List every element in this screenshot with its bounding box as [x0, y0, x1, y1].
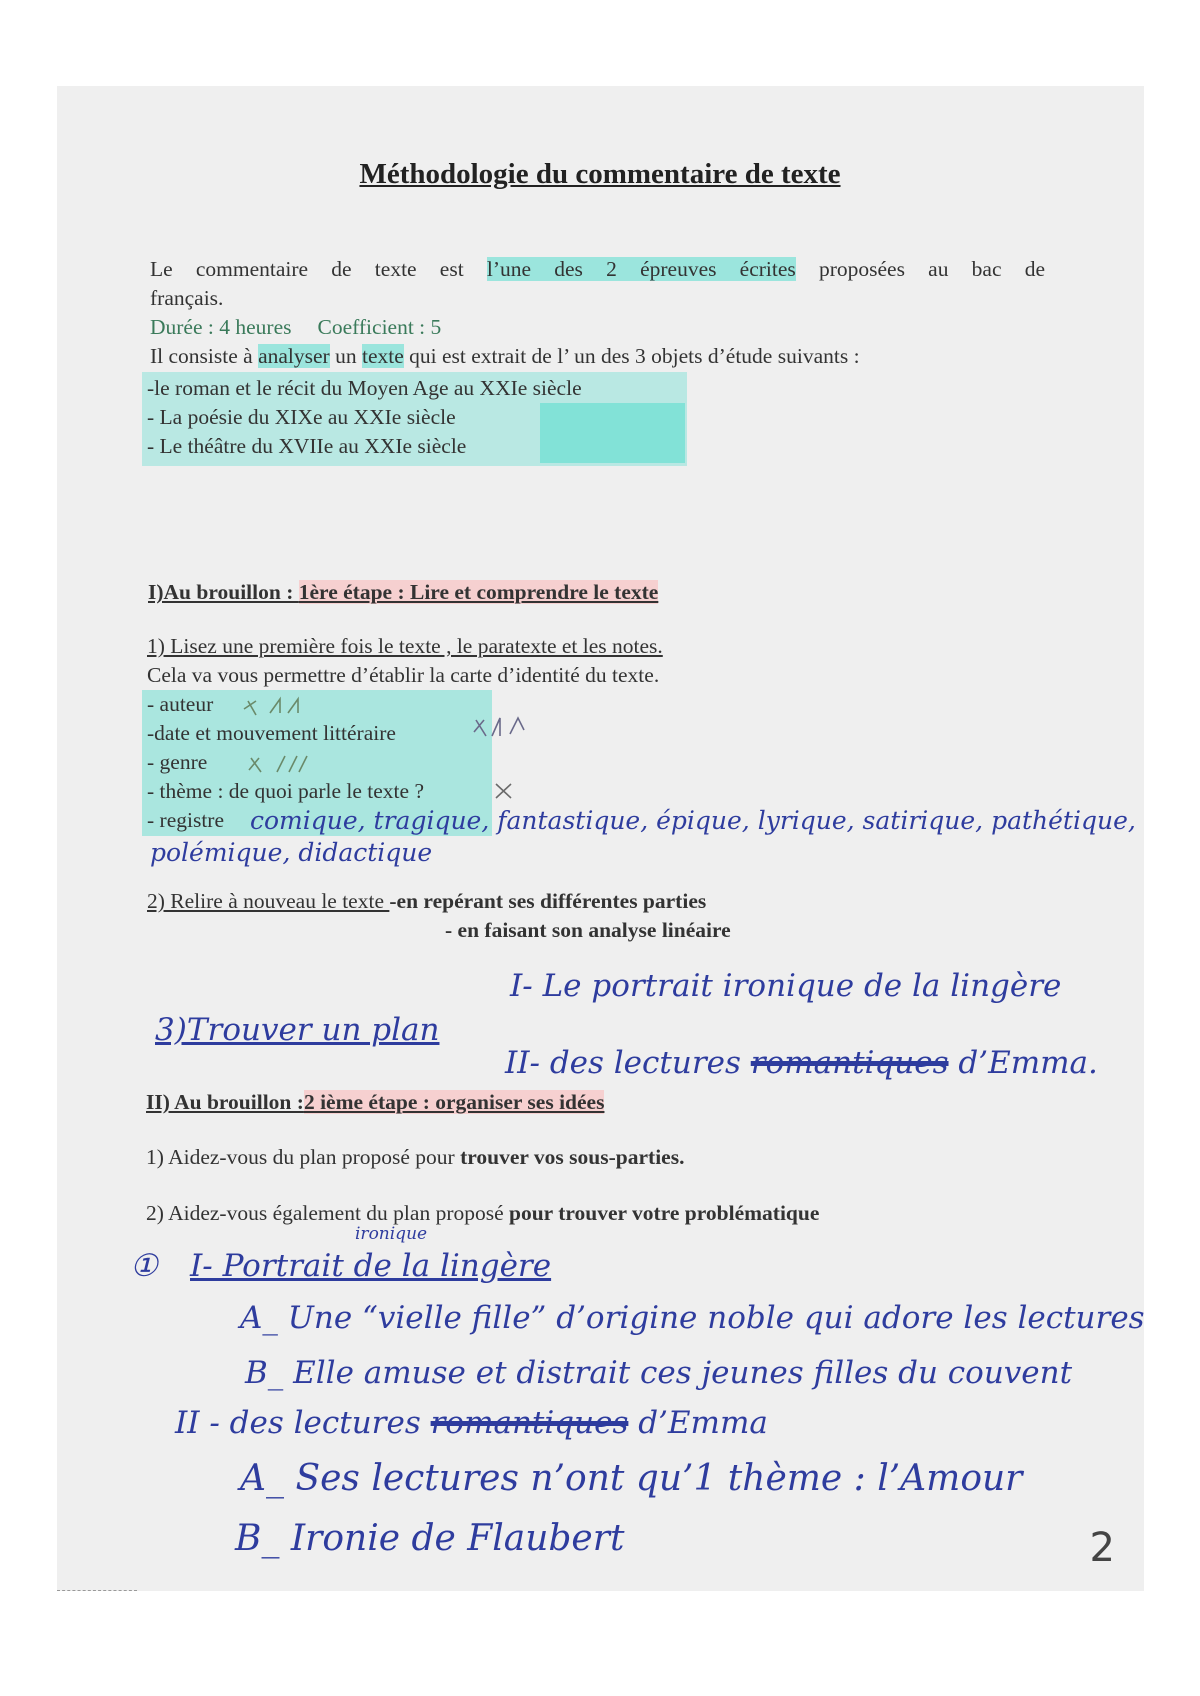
hand-plan-2-a: II- des lectures: [505, 1045, 741, 1081]
objet-theatre: - Le théâtre du XVIIe au XXIe siècle: [147, 434, 467, 458]
check-marks-genre: [245, 752, 315, 776]
hand-plan-II: [175, 1405, 768, 1441]
coefficient: Coefficient : 5: [317, 315, 442, 339]
intro-text-end: proposées au bac de: [795, 257, 1045, 281]
section2-p1: [146, 1143, 684, 1172]
intro-line-1: [150, 255, 1045, 284]
hand-plan-IB: B_ Elle amuse et distrait ces jeunes filles du couvent: [245, 1355, 1073, 1391]
page-number: 2: [1089, 1525, 1115, 1571]
step2-parties: -en repérant ses différentes parties: [389, 889, 707, 913]
page-edge-line: [57, 1590, 137, 1591]
step2-line2: - en faisant son analyse linéaire: [445, 918, 731, 942]
hand-plan-II-b: d’Emma: [638, 1405, 768, 1441]
hand-trouver-plan: 3)Trouver un plan: [155, 1012, 440, 1048]
check-mark-theme: [493, 780, 515, 802]
section2-p2: [146, 1199, 819, 1228]
item-auteur: - auteur: [147, 692, 214, 716]
step2-relire: 2) Relire à nouveau le texte: [147, 889, 390, 913]
objet-poesie: - La poésie du XIXe au XXIe siècle: [147, 405, 456, 429]
section1-heading: [148, 578, 658, 607]
hand-plan-2: [505, 1045, 1098, 1081]
carte-identite: Cela va vous permettre d’établir la carte d’identité du texte.: [147, 663, 660, 687]
section2-heading-a: II) Au brouillon :: [146, 1090, 304, 1114]
section1-heading-a: I)Au brouillon :: [148, 580, 299, 604]
hand-plan-1: I- Le portrait ironique de la lingère: [510, 968, 1062, 1004]
hand-plan-II-struck: romantiques: [430, 1405, 629, 1441]
hand-plan-II-a: II - des lectures: [175, 1405, 421, 1441]
hand-insert-ironique: ironique: [355, 1224, 428, 1244]
hand-plan-2-struck: romantiques: [750, 1045, 949, 1081]
step2-line1: [147, 887, 706, 916]
intro-highlight: l’une des 2 épreuves écrites: [486, 257, 796, 281]
highlight-texte: texte: [361, 344, 404, 368]
intro-line-2: français.: [150, 286, 224, 310]
item-theme: - thème : de quoi parle le texte ?: [147, 779, 424, 803]
step1: 1) Lisez une première fois le texte , le paratexte et les notes.: [147, 634, 663, 658]
section2-p1-b: trouver vos sous-parties.: [460, 1145, 685, 1169]
check-marks-date: [470, 712, 540, 746]
duration: Durée : 4 heures: [150, 315, 292, 339]
consiste-text-2: un: [329, 344, 362, 368]
consiste-line: [150, 342, 860, 371]
hand-registres-line1: comique, tragique, fantastique, épique, lyrique, satirique, pathétique,: [250, 806, 1136, 835]
exam-info: [150, 313, 441, 342]
objet-roman: -le roman et le récit du Moyen Age au XXIe siècle: [147, 376, 582, 400]
section2-heading-b: 2 ième étape : organiser ses idées: [303, 1090, 605, 1114]
section2-p2-b: pour trouver votre problématique: [509, 1201, 820, 1225]
section1-heading-b: 1ère étape : Lire et comprendre le texte: [298, 580, 659, 604]
hand-plan-IIA: A_ Ses lectures n’ont qu’1 thème : l’Amour: [240, 1458, 1023, 1499]
intro-text: Le commentaire de texte est: [150, 257, 487, 281]
section2-p2-a: 2) Aidez-vous également du plan proposé: [146, 1201, 510, 1225]
hand-plan-I: I- Portrait de la lingère: [190, 1248, 552, 1284]
hand-circled-1: ①: [130, 1248, 158, 1284]
hand-plan-2-b: d’Emma.: [958, 1045, 1098, 1081]
item-date-mouvement: -date et mouvement littéraire: [147, 721, 396, 745]
consiste-text: Il consiste à: [150, 344, 259, 368]
highlight-analyser: analyser: [258, 344, 330, 368]
section2-heading: [146, 1088, 604, 1117]
check-marks-auteur: [240, 695, 320, 719]
consiste-text-3: qui est extrait de l’ un des 3 objets d’étude suivants :: [403, 344, 860, 368]
item-registre: - registre: [147, 808, 225, 832]
hand-registres-line2: polémique, didactique: [150, 838, 433, 867]
hand-plan-IIB: B_ Ironie de Flaubert: [235, 1518, 625, 1559]
section2-p1-a: 1) Aidez-vous du plan proposé pour: [146, 1145, 461, 1169]
item-genre: - genre: [147, 750, 208, 774]
page-title: Méthodologie du commentaire de texte: [359, 158, 841, 190]
highlight-scribble: [540, 403, 685, 463]
hand-plan-IA: A_ Une “vielle fille” d’origine noble qui adore les lectures: [240, 1300, 1145, 1336]
